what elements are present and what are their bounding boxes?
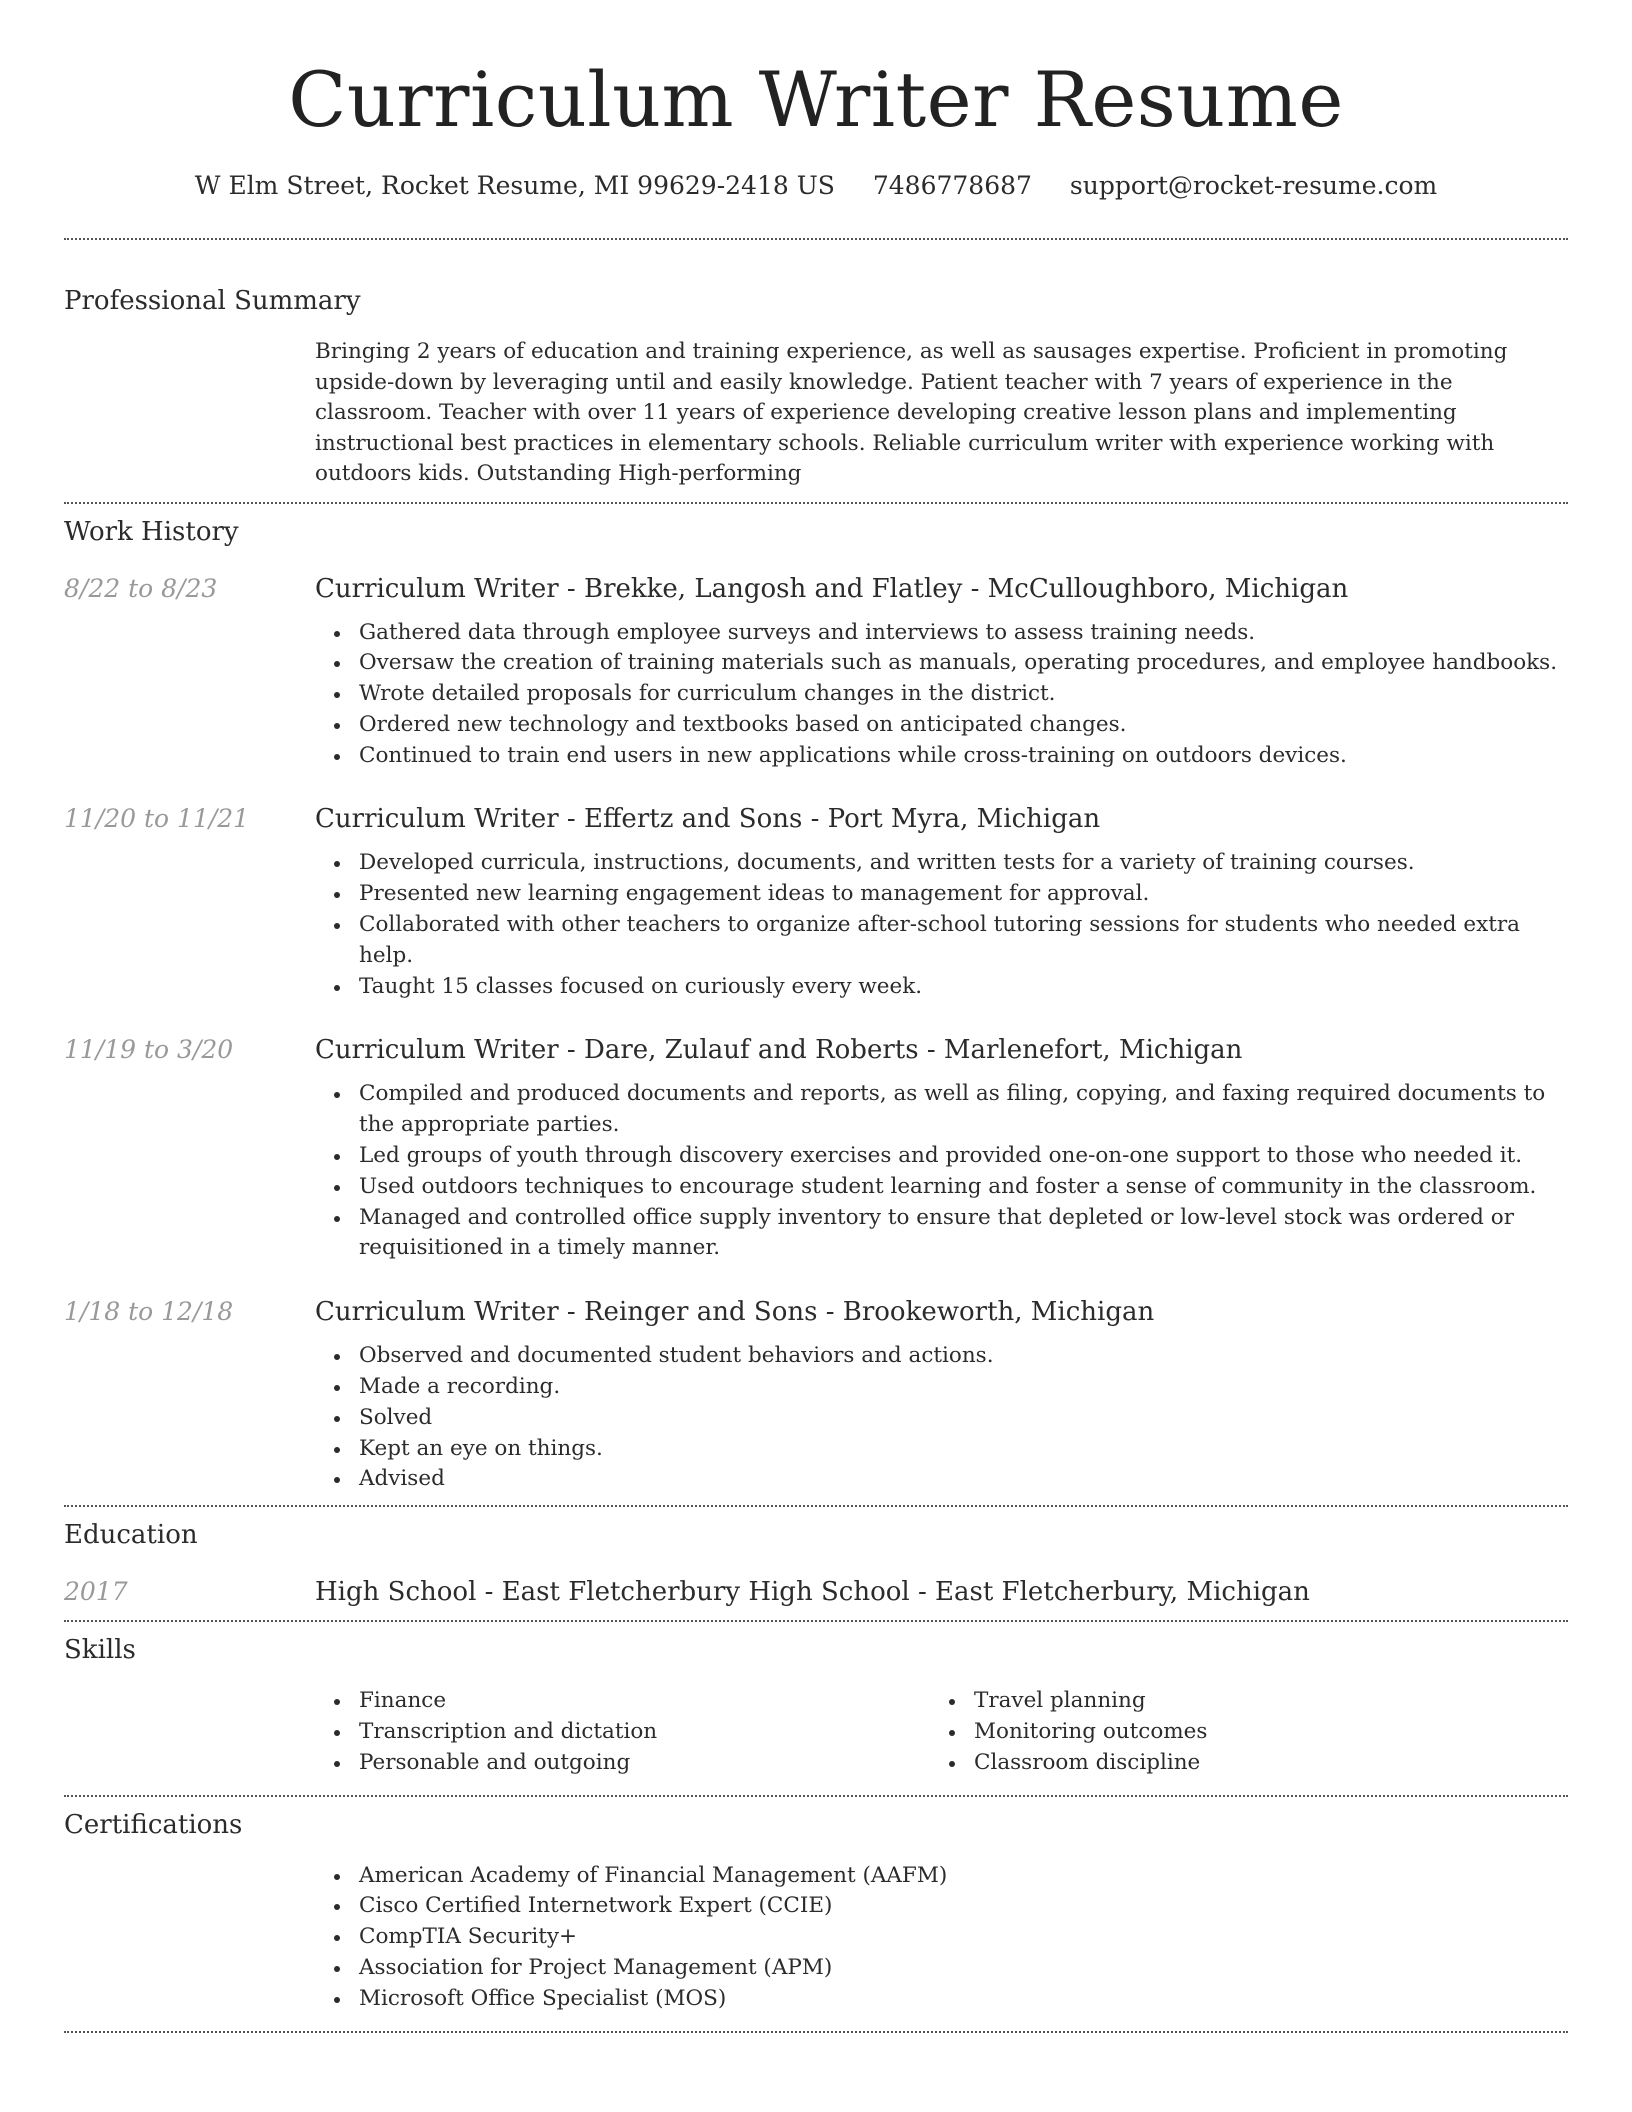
skills-column-left — [315, 1686, 930, 1778]
list-item: Ordered new technology and textbooks based on anticipated changes. — [359, 710, 1568, 741]
section-title-education: Education — [64, 1520, 198, 1551]
skill-item: Transcription and dictation — [359, 1717, 930, 1748]
job-title: Curriculum Writer - Reinger and Sons - Brookeworth, Michigan — [315, 1297, 1155, 1328]
job-details — [315, 1079, 1568, 1264]
list-item: Collaborated with other teachers to organize after-school tutoring sessions for students who needed extra help. — [359, 910, 1568, 972]
job-dates: 11/20 to 11/21 — [64, 804, 250, 834]
section-title-work-history: Work History — [64, 516, 239, 547]
certification-item: Association for Project Management (APM) — [359, 1953, 1568, 1984]
list-item: Observed and documented student behaviors and actions. — [359, 1341, 1568, 1372]
skills-section — [64, 1632, 1568, 1778]
divider — [64, 1505, 1568, 1507]
skill-item: Finance — [359, 1686, 930, 1717]
work-history-section — [64, 514, 1568, 1496]
job-title: Curriculum Writer - Effertz and Sons - Port Myra, Michigan — [315, 804, 1101, 835]
contact-email: support@rocket-resume.com — [1069, 171, 1438, 200]
list-item: Continued to train end users in new applications while cross-training on outdoors devices. — [359, 741, 1568, 772]
job-details — [315, 848, 1568, 1002]
divider — [64, 1620, 1568, 1622]
skill-item: Monitoring outcomes — [974, 1717, 1545, 1748]
certification-item: Cisco Certified Internetwork Expert (CCIE) — [359, 1891, 1568, 1922]
contact-address: W Elm Street, Rocket Resume, MI 99629-2418 US — [194, 171, 835, 200]
list-item: Taught 15 classes focused on curiously every week. — [359, 972, 1568, 1003]
skills-list — [315, 1686, 930, 1778]
list-item: Used outdoors techniques to encourage student learning and foster a sense of community in the classroom. — [359, 1172, 1568, 1203]
skill-item: Personable and outgoing — [359, 1748, 930, 1779]
list-item: Developed curricula, instructions, documents, and written tests for a variety of training courses. — [359, 848, 1568, 879]
job-dates: 1/18 to 12/18 — [64, 1297, 234, 1327]
section-title-skills: Skills — [64, 1635, 136, 1666]
summary-text: Bringing 2 years of education and training experience, as well as sausages expertise. Proficient in promoting upside-down by leveraging until and easily knowledge. Patient teacher with 7 years of experience in the classroom. Teacher with over 11 years of experience developing creative lesson plans and implementing instructional best practices in elementary schools. Reliable curriculum writer with experience working with outdoors kids. Outstanding High-performing — [315, 339, 1508, 486]
job-title: Curriculum Writer - Dare, Zulauf and Roberts - Marlenefort, Michigan — [315, 1035, 1243, 1066]
education-section — [64, 1517, 1568, 1610]
certification-item: CompTIA Security+ — [359, 1922, 1568, 1953]
job-dates: 8/22 to 8/23 — [64, 573, 218, 603]
job-bullets — [315, 1079, 1568, 1264]
skills-grid — [315, 1686, 1568, 1778]
list-item: Presented new learning engagement ideas to management for approval. — [359, 879, 1568, 910]
skill-item: Classroom discipline — [974, 1748, 1545, 1779]
certification-item: Microsoft Office Specialist (MOS) — [359, 1984, 1568, 2015]
job-bullets — [315, 618, 1568, 772]
job-entry — [64, 571, 1568, 772]
job-bullets — [315, 1341, 1568, 1495]
job-bullets — [315, 848, 1568, 1002]
divider — [64, 2031, 1568, 2033]
list-item: Made a recording. — [359, 1372, 1568, 1403]
skills-column-right — [930, 1686, 1545, 1778]
job-details — [315, 1341, 1568, 1495]
job-entry — [64, 1032, 1568, 1264]
job-title: Curriculum Writer - Brekke, Langosh and Flatley - McCulloughboro, Michigan — [315, 573, 1349, 604]
list-item: Wrote detailed proposals for curriculum changes in the district. — [359, 679, 1568, 710]
resume-title: Curriculum Writer Resume — [288, 55, 1344, 144]
education-entry — [64, 1574, 1568, 1610]
list-item: Oversaw the creation of training materials such as manuals, operating procedures, and employee handbooks. — [359, 648, 1568, 679]
certifications-content — [315, 1861, 1568, 2015]
list-item: Solved — [359, 1403, 1568, 1434]
list-item: Led groups of youth through discovery exercises and provided one-on-one support to those who needed it. — [359, 1141, 1568, 1172]
list-item: Kept an eye on things. — [359, 1434, 1568, 1465]
resume-page — [64, 0, 1568, 2033]
education-title: High School - East Fletcherbury High School - East Fletcherbury, Michigan — [315, 1577, 1310, 1608]
job-details — [315, 618, 1568, 772]
divider — [64, 1795, 1568, 1797]
job-entry — [64, 1294, 1568, 1495]
list-item: Compiled and produced documents and reports, as well as filing, copying, and faxing required documents to the appropriate parties. — [359, 1079, 1568, 1141]
certifications-list — [315, 1861, 1568, 2015]
divider — [64, 502, 1568, 504]
section-title-certifications: Certifications — [64, 1809, 243, 1840]
divider — [64, 238, 1568, 240]
list-item: Gathered data through employee surveys and interviews to assess training needs. — [359, 618, 1568, 649]
skills-list — [930, 1686, 1545, 1778]
job-dates: 11/19 to 3/20 — [64, 1035, 234, 1065]
summary-section — [64, 283, 1568, 490]
certifications-section — [64, 1807, 1568, 2015]
contact-phone: 7486778687 — [872, 171, 1032, 200]
job-entry — [64, 801, 1568, 1002]
certification-item: American Academy of Financial Management (AAFM) — [359, 1861, 1568, 1892]
contact-line — [64, 168, 1568, 204]
list-item: Managed and controlled office supply inventory to ensure that depleted or low-level stock was ordered or requisitioned in a timely manner. — [359, 1203, 1568, 1265]
section-title-summary: Professional Summary — [64, 286, 361, 316]
education-year: 2017 — [64, 1577, 128, 1607]
skill-item: Travel planning — [974, 1686, 1545, 1717]
list-item: Advised — [359, 1464, 1568, 1495]
